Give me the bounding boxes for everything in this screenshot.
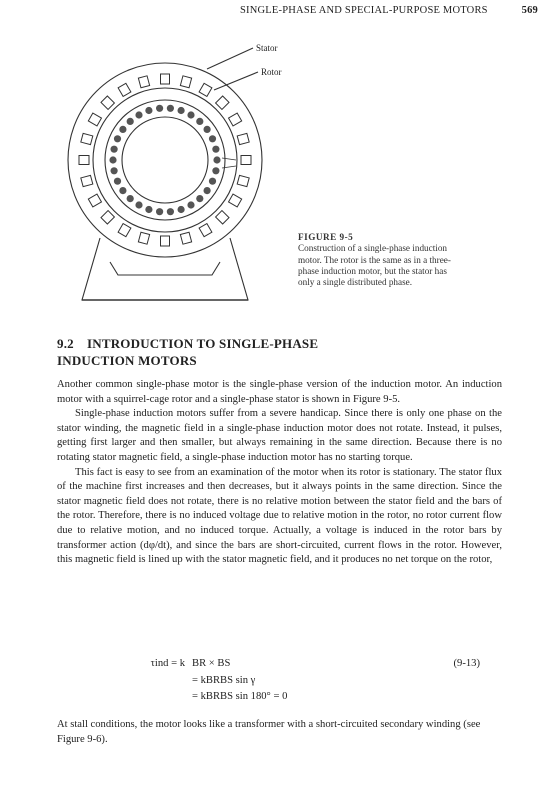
running-title: SINGLE-PHASE AND SPECIAL-PURPOSE MOTORS xyxy=(240,5,488,16)
rotor-bar xyxy=(187,201,194,208)
stator-slot xyxy=(237,175,249,186)
caption-line: phase induction motor, but the stator has xyxy=(298,265,447,276)
stator-slot xyxy=(161,236,170,246)
equation-lhs: τind = k xyxy=(150,658,185,669)
rotor-bar xyxy=(114,178,121,185)
stator-slot xyxy=(81,133,93,144)
rotor-bar xyxy=(119,187,126,194)
rotor-bar xyxy=(156,208,163,215)
figure-label: FIGURE 9-5 xyxy=(298,232,354,242)
stator-slot xyxy=(216,211,229,224)
stator-slot xyxy=(237,133,249,144)
stator-slot xyxy=(199,83,212,96)
section-heading xyxy=(57,335,377,369)
rotor-bar xyxy=(119,126,126,133)
rotor-bar xyxy=(178,206,185,213)
figure-caption xyxy=(298,232,498,288)
caption-line: Construction of a single-phase induction xyxy=(298,243,448,254)
stator-slot xyxy=(88,113,101,126)
rotor-bar xyxy=(187,111,194,118)
stator-slot xyxy=(118,83,131,96)
running-header xyxy=(240,5,538,16)
stator-slot xyxy=(88,194,101,207)
stator-slot xyxy=(180,232,191,244)
rotor-bar xyxy=(213,156,220,163)
caption-line: motor. The rotor is the same as in a three- xyxy=(298,254,451,265)
section-title-line1: INTRODUCTION TO SINGLE-PHASE xyxy=(87,336,319,351)
page-number: 569 xyxy=(521,5,538,16)
stator-outer-ring xyxy=(68,63,262,257)
stator-slot xyxy=(199,224,212,237)
stator-slot xyxy=(216,96,229,109)
rotor-bar xyxy=(204,187,211,194)
rotor-outer-ring xyxy=(105,100,225,220)
equation-line3 xyxy=(140,691,480,706)
rotor-bar xyxy=(145,107,152,114)
equation-term1: BR × BS xyxy=(192,658,231,669)
rotor-bar xyxy=(111,167,118,174)
equation-term2: = kBRBS sin γ xyxy=(192,675,256,686)
rotor-label: Rotor xyxy=(261,67,282,77)
stator-slot xyxy=(229,113,242,126)
paragraph: This fact is easy to see from an examination of the motor when its rotor is stationary. The stator flux of the machine first increases and then decreases, but it always points in the same direction. Since the stator magnetic field does not rotate, there is no relative motion between the stator field and the bars of the rotor. Therefore, there is no induced voltage due to relative motion in the rotor, no rotor current flow due to relative motion, and no induced torque. Actually, a voltage is induced in the rotor bars by transformer action (dφ/dt), and since the bars are short-circuited, current flows in the rotor. However, this magnetic field is lined up with the stator magnetic field, and it produces no net torque on the rotor, xyxy=(57,466,502,566)
rotor-bar xyxy=(178,107,185,114)
stator-slot xyxy=(81,175,93,186)
body-text xyxy=(57,378,502,568)
stator-slot xyxy=(180,76,191,88)
rotor-bar xyxy=(196,195,203,202)
rotor-bar xyxy=(135,111,142,118)
motor-base xyxy=(82,238,248,300)
equation-line2 xyxy=(140,675,480,690)
stator-slot xyxy=(118,224,131,237)
rotor-bar xyxy=(209,135,216,142)
caption-line: only a single distributed phase. xyxy=(298,277,413,288)
stator-slot xyxy=(101,211,114,224)
rotor-bar xyxy=(212,146,219,153)
rotor-bar xyxy=(209,178,216,185)
equation-line1 xyxy=(140,658,480,673)
equation-number: (9-13) xyxy=(453,658,480,669)
rotor-bar xyxy=(204,126,211,133)
rotor-bar xyxy=(145,206,152,213)
closing-paragraph: At stall conditions, the motor looks like a transformer with a short-circuited secondary winding (see Figure 9-6). xyxy=(57,719,481,745)
rotor-bar xyxy=(127,118,134,125)
stator-slot xyxy=(138,76,149,88)
rotor-bar xyxy=(111,146,118,153)
rotor-bar xyxy=(135,201,142,208)
rotor-bar xyxy=(212,167,219,174)
section-title-line2: INDUCTION MOTORS xyxy=(57,353,197,368)
rotor-bar xyxy=(156,105,163,112)
stator-slot xyxy=(101,96,114,109)
rotor-inner-ring xyxy=(122,117,208,203)
section-number: 9.2 xyxy=(57,336,74,351)
rotor-bar xyxy=(196,118,203,125)
stator-slot xyxy=(138,232,149,244)
stator-slot xyxy=(161,74,170,84)
equation-term3: = kBRBS sin 180° = 0 xyxy=(192,691,288,702)
stator-slot xyxy=(79,156,89,165)
rotor-bar xyxy=(167,208,174,215)
rotor-bar xyxy=(109,156,116,163)
stator-slot xyxy=(241,156,251,165)
rotor-bar xyxy=(127,195,134,202)
paragraph: Another common single-phase motor is the single-phase version of the induction motor. An induction motor with a squirrel-cage rotor and a single-phase stator is shown in Figure 9-5. xyxy=(57,379,502,405)
stator-slot xyxy=(229,194,242,207)
paragraph: Single-phase induction motors suffer from a severe handicap. Since there is only one phase on the stator winding, the magnetic field in a single-phase induction motor does not rotate. Instead, it pulses, getting first larger and then smaller, but always remaining in the same direction. Because there is no rotating stator magnetic field, a single-phase induction motor has no starting torque. xyxy=(57,408,502,463)
rotor-bar xyxy=(114,135,121,142)
stator-label: Stator xyxy=(256,43,278,53)
rotor-bar xyxy=(167,105,174,112)
